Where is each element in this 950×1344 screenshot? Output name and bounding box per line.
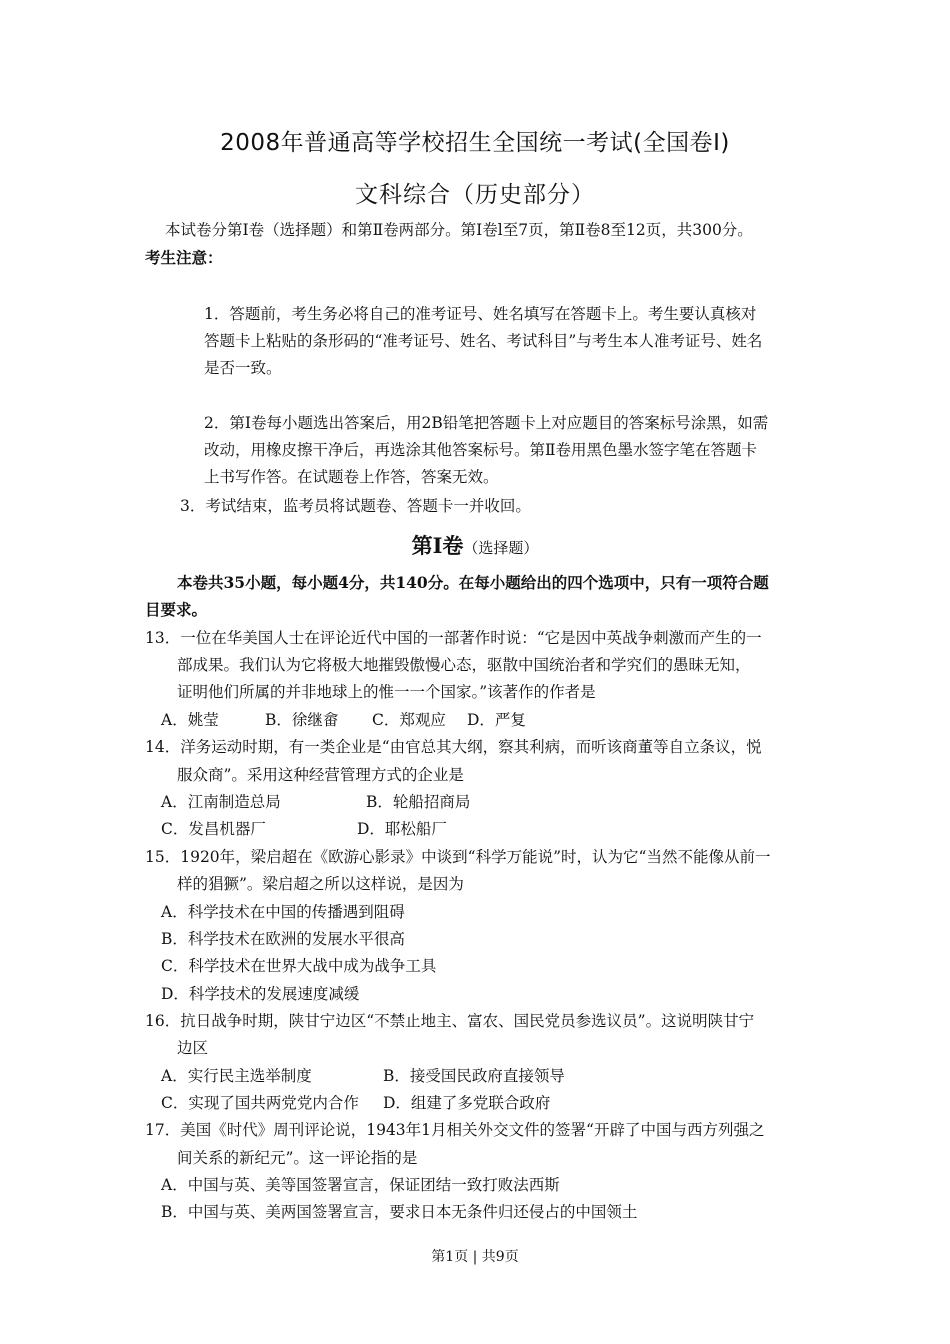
question-14-stem-2: 服众商”。采用这种经营管理方式的企业是: [177, 766, 464, 784]
question-14-option-a: A．江南制造总局: [161, 793, 281, 811]
question-13-option-d: D．严复: [467, 711, 526, 729]
question-15-option-b: B．科学技术在欧洲的发展水平很高: [161, 930, 405, 948]
question-16-stem-1: 16．抗日战争时期，陕甘宁边区“不禁止地主、富农、国民党员参选议员”。这说明陕甘宁: [145, 1012, 755, 1030]
notice-item-1-line-1: 1．答题前，考生务必将自己的准考证号、姓名填写在答题卡上。考生要认真核对: [204, 305, 757, 323]
question-15-option-a: A．科学技术在中国的传播遇到阻碍: [161, 903, 405, 921]
question-13-stem-2: 部成果。我们认为它将极大地摧毁傲慢心态，驱散中国统治者和学究们的愚昧无知，: [177, 656, 751, 674]
notice-item-1-line-3: 是否一致。: [204, 359, 282, 377]
exam-title: 2008年普通高等学校招生全国统一考试(全国卷Ⅰ): [220, 130, 730, 156]
instructions-line-2: 目要求。: [145, 600, 208, 619]
section-title: [0, 530, 950, 560]
question-16-option-a: A．实行民主选举制度: [161, 1067, 312, 1085]
question-15-stem-2: 样的猖獗”。梁启超之所以这样说，是因为: [177, 875, 464, 893]
question-16-option-c: C．实现了国共两党党内合作: [161, 1094, 359, 1112]
question-13-stem-3: 证明他们所属的并非地球上的惟一一个国家。”该著作的作者是: [177, 683, 596, 701]
page-footer: 第1页 | 共9页: [431, 1249, 519, 1265]
notice-item-2-line-3: 上书写作答。在试题卷上作答，答案无效。: [204, 468, 499, 486]
section-title-note: （选择题）: [463, 539, 539, 557]
question-15-option-c: C．科学技术在世界大战中成为战争工具: [161, 957, 437, 975]
question-16-stem-2: 边区: [177, 1039, 209, 1057]
notice-heading: 考生注意：: [145, 248, 223, 267]
question-15-option-d: D．科学技术的发展速度减缓: [161, 985, 360, 1003]
notice-item-2-line-2: 改动，用橡皮擦干净后，再选涂其他答案标号。第Ⅱ卷用黑色墨水签字笔在答题卡: [204, 441, 758, 459]
intro-text: 本试卷分第Ⅰ卷（选择题）和第Ⅱ卷两部分。第Ⅰ卷l至7页，第Ⅱ卷8至12页，共300分。: [165, 221, 753, 239]
notice-item-2-line-1: 2．第Ⅰ卷每小题选出答案后，用2B铅笔把答题卡上对应题目的答案标号涂黑，如需: [204, 414, 769, 432]
question-14-option-d: D．耶松船厂: [357, 820, 447, 838]
question-17-stem-2: 间关系的新纪元”。这一评论指的是: [177, 1149, 418, 1167]
question-16-option-b: B．接受国民政府直接领导: [383, 1067, 565, 1085]
question-13-option-c: C．郑观应: [372, 711, 446, 729]
question-17-option-b: B．中国与英、美两国签署宣言，要求日本无条件归还侵占的中国领土: [161, 1203, 638, 1221]
question-16-option-d: D．组建了多党联合政府: [383, 1094, 551, 1112]
question-17-option-a: A．中国与英、美等国签署宣言，保证团结一致打败法西斯: [161, 1176, 560, 1194]
question-13-option-b: B．徐继畲: [265, 711, 339, 729]
notice-item-3: 3．考试结束，监考员将试题卷、答题卡一并收回。: [180, 497, 531, 515]
section-title-main: 第Ⅰ卷: [411, 533, 464, 558]
question-17-stem-1: 17．美国《时代》周刊评论说，1943年1月相关外交文件的签署“开辟了中国与西方列强之: [145, 1121, 765, 1139]
question-14-option-b: B．轮船招商局: [366, 793, 471, 811]
question-13-option-a: A．姚莹: [161, 711, 219, 729]
question-14-option-c: C．发昌机器厂: [161, 820, 266, 838]
instructions-line-1: 本卷共35小题，每小题4分，共140分。在每小题给出的四个选项中，只有一项符合题: [177, 573, 769, 592]
exam-subtitle: 文科综合（历史部分）: [355, 182, 595, 208]
question-13-stem-1: 13．一位在华美国人士在评论近代中国的一部著作时说：“它是因中英战争刺激而产生的一: [145, 629, 762, 647]
question-14-stem-1: 14．洋务运动时期，有一类企业是“由官总其大纲，察其利病，而听该商董等自立条议，悦: [145, 738, 762, 756]
notice-item-1-line-2: 答题卡上粘贴的条形码的“准考证号、姓名、考试科目”与考生本人准考证号、姓名: [204, 332, 763, 350]
question-15-stem-1: 15．1920年，梁启超在《欧游心影录》中谈到“科学万能说”时，认为它“当然不能像从前一: [145, 848, 771, 866]
